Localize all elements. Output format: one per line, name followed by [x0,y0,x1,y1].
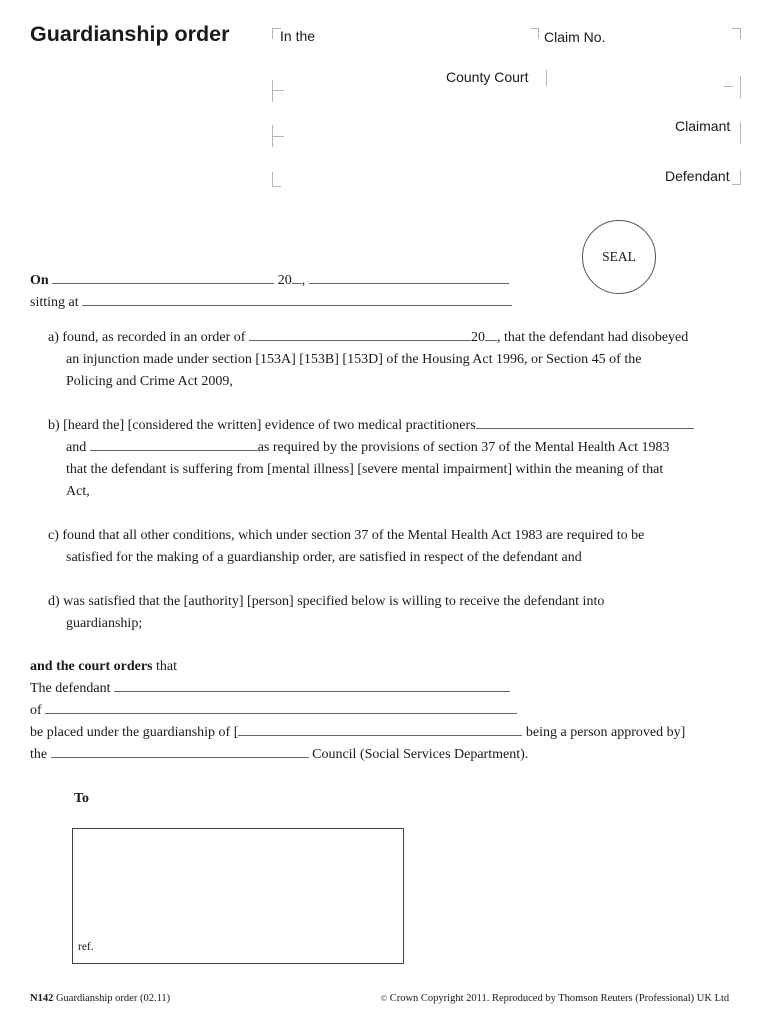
para-c-text: c) found that all other conditions, which under section 37 of the Mental Health Act 1983 are required to be [48,528,645,543]
order-year-field[interactable] [485,328,497,341]
para-b-text: as required by the provisions of section 37 of the Mental Health Act 1983 [257,440,670,455]
para-a-text: , that the defendant had disobeyed [496,330,689,345]
paragraph-b [48,415,748,503]
paragraph-a [48,327,748,393]
copyright-symbol: © [381,994,388,1003]
date-extra-field[interactable] [309,271,509,284]
guardian-label: be placed under the guardianship of [ [30,725,239,740]
page-title: Guardianship order [30,22,230,46]
defendant-name-label: The defendant [30,681,111,696]
para-b-text: Act, [66,484,90,499]
in-the-label: In the [280,28,316,44]
field-corner-mark [538,70,547,86]
field-corner-mark [732,76,741,98]
ref-label: ref. [78,941,94,953]
para-a-text: an injunction made under section [153A] [153B] [153D] of the Housing Act 1996, or Section 45 of the [66,352,642,367]
comma-label: , [301,273,306,288]
practitioner-1-field[interactable] [476,416,694,429]
para-d-text: guardianship; [66,616,143,631]
field-corner-mark [272,80,281,102]
court-orders-section [30,656,750,766]
para-b-text: that the defendant is suffering from [mental illness] [severe mental impairment] within the meaning of that [66,462,664,477]
field-tick-mark [272,90,284,91]
court-seal [582,220,656,294]
defendant-name-field[interactable] [114,679,510,692]
seal-label: SEAL [602,249,636,264]
paragraph-d [48,591,748,635]
council-text: Council (Social Services Department). [312,747,529,762]
form-code: N142 [30,993,54,1004]
copyright-text: Crown Copyright 2011. Reproduced by Thomson Reuters (Professional) UK Ltd [389,993,730,1004]
sitting-at-label: sitting at [30,295,79,310]
to-label: To [74,791,90,806]
paragraph-c [48,525,748,569]
order-date-field[interactable] [249,328,471,341]
para-c-text: satisfied for the making of a guardianship order, are satisfied in respect of the defendant and [66,550,582,565]
defendant-label: Defendant [665,168,730,184]
county-court-label: County Court [446,69,529,85]
guardian-field[interactable] [238,723,522,736]
para-a-text: a) found, as recorded in an order of [48,330,246,345]
court-orders-text: that [152,659,177,674]
para-d-text: d) was satisfied that the [authority] [person] specified below is willing to receive the defendant into [48,594,605,609]
para-a-text: Policing and Crime Act 2009, [66,374,233,389]
para-b-text: b) [heard the] [considered the written] evidence of two medical practitioners [48,418,476,433]
sitting-at-line [30,292,512,314]
field-tick-mark [272,136,284,137]
council-field[interactable] [51,745,309,758]
form-name: Guardianship order (02.11) [53,993,171,1004]
claim-no-label: Claim No. [544,29,606,45]
field-corner-mark [732,122,741,144]
date-field[interactable] [52,271,274,284]
footer-form-id [30,993,170,1004]
field-corner-mark [272,28,281,39]
para-a-year: 20 [470,330,485,345]
claimant-label: Claimant [675,118,731,134]
year-field[interactable] [292,271,302,284]
field-tick-mark [724,86,733,87]
field-corner-mark [530,28,539,39]
guardian-text: being a person approved by] [525,725,686,740]
practitioner-2-field[interactable] [90,438,258,451]
council-label: the [30,747,48,762]
field-corner-mark [272,172,281,187]
defendant-address-label: of [30,703,42,718]
year-label: 20 [277,273,292,288]
footer-copyright [381,993,729,1004]
date-line [30,270,509,292]
para-b-text: and [66,440,87,455]
defendant-address-field[interactable] [45,701,517,714]
sitting-at-field[interactable] [82,293,512,306]
field-corner-mark [732,170,741,185]
court-orders-heading: and the court orders [30,659,153,674]
on-label: On [30,273,49,288]
field-corner-mark [732,28,741,39]
recipient-address-box[interactable] [72,828,404,964]
